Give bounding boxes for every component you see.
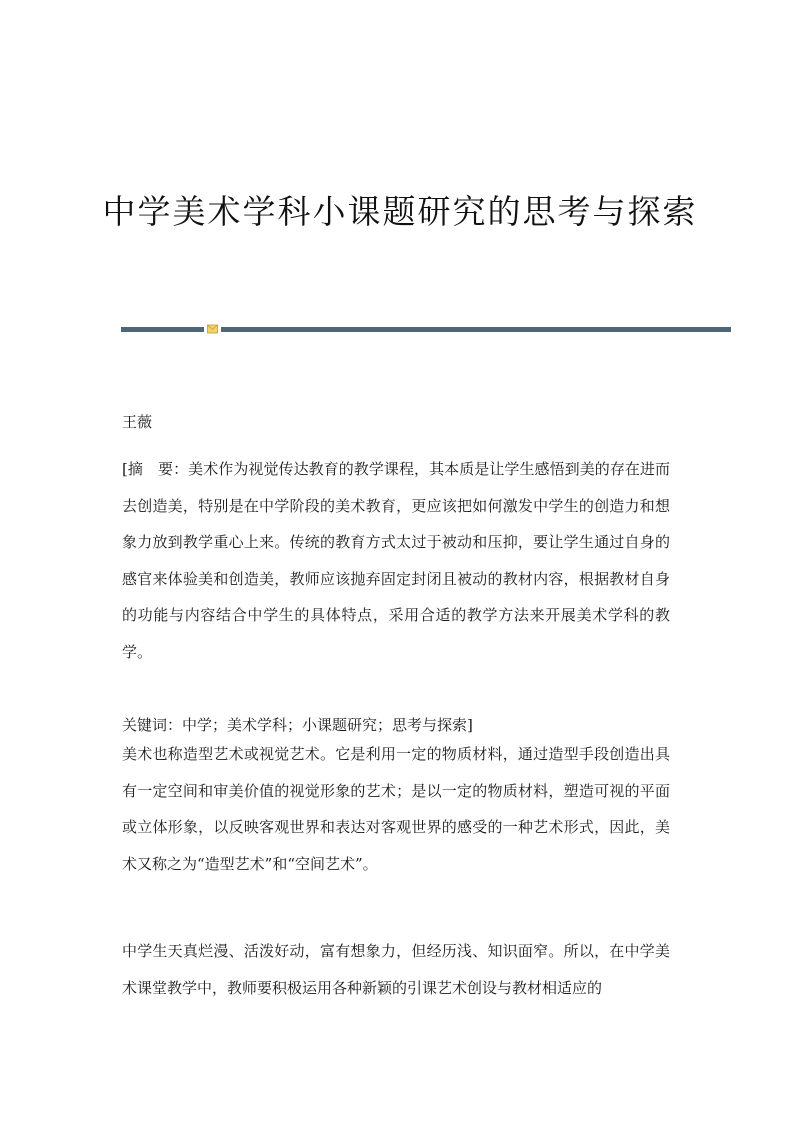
title-divider [121,324,731,334]
envelope-ornament-icon [207,324,218,334]
divider-bar-right [221,327,731,332]
keywords-line: 关键词：中学；美术学科；小课题研究；思考与探索] [122,716,473,734]
body-paragraph: 美术也称造型艺术或视觉艺术。它是利用一定的物质材料，通过造型手段创造出具有一定空间和审美价值的视觉形象的艺术；是以一定的物质材料，塑造可视的平面或立体形象，以反映客观世界和表达对客观世界的感受的一种艺术形式，因此，美术又称之为“造型艺术”和“空间艺术”。 [122,745,670,873]
body-paragraph: 中学生天真烂漫、活泼好动，富有想象力，但经历浅、知识面窄。所以，在中学美术课堂教学中，教师要积极运用各种新颖的引课艺术创设与教材相适应的 [122,942,670,997]
document-title: 中学美术学科小课题研究的思考与探索 [102,192,698,231]
abstract-paragraph: [摘 要：美术作为视觉传达教育的教学课程，其本质是让学生感悟到美的存在进而去创造美，特别是在中学阶段的美术教育，更应该把如何激发中学生的创造力和想象力放到教学重心上来。传统的教育方式太过于被动和压抑，要让学生通过自身的感官来体验美和创造美，教师应该抛弃固定封闭且被动的教材内容，根据教材自身的功能与内容结合中学生的具体特点，采用合适的教学方法来开展美术学科的教学。 [122,460,670,661]
author-name: 王薇 [122,413,153,431]
divider-bar-left [121,327,204,332]
